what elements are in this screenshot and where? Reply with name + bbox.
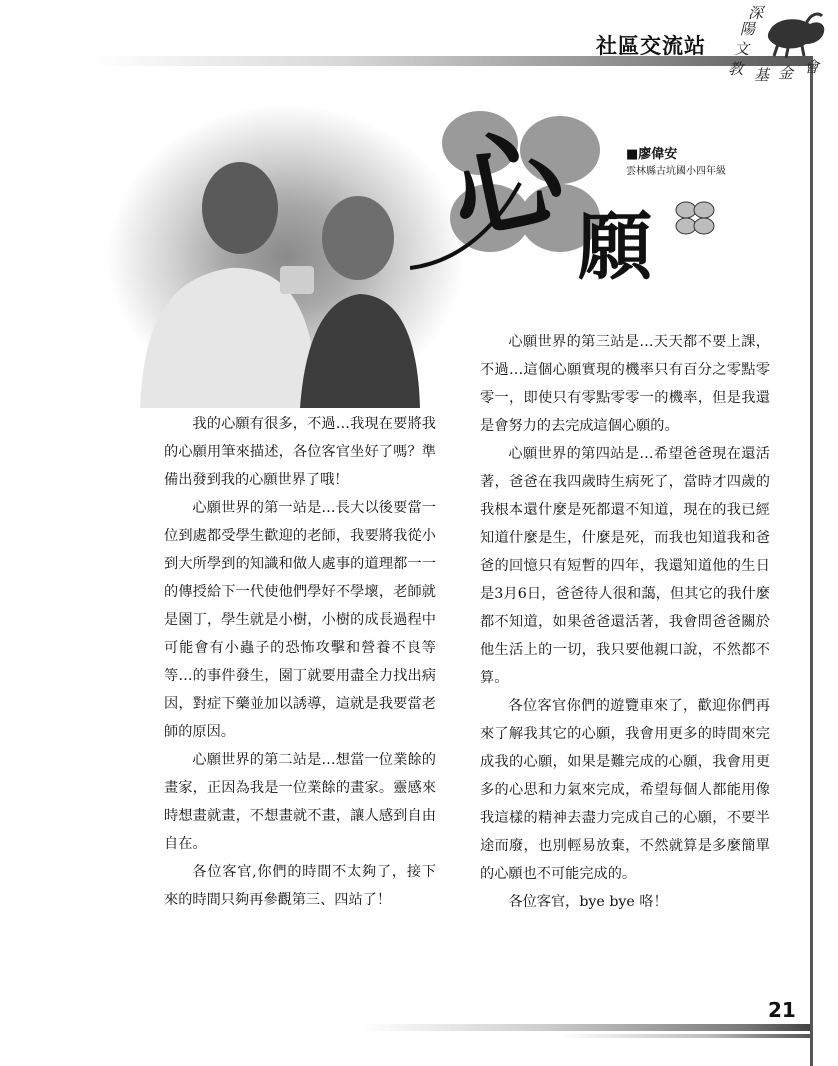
paragraph: 各位客官,你們的時間不太夠了，接下來的時間只夠再參觀第三、四站了！ <box>164 864 436 908</box>
logo-char: 陽 <box>740 20 756 38</box>
paragraph: 各位客官你們的遊覽車來了，歡迎你們再來了解我其它的心願，我會用更多的時間來完成我的心願，如果是難完成的心願，我會用更多的心思和力氣來完成，希望每個人都能用像我這樣的精神去盡力完成自己的心願，不要半途而廢，也別輕易放棄，不然就算是多麼簡單的心願也不可能完成的。 <box>480 698 770 882</box>
logo-char: 教 <box>728 60 744 78</box>
vertical-rule <box>810 56 813 1066</box>
logo-char: 基 <box>754 66 770 84</box>
logo-char: 金 <box>778 64 794 82</box>
foundation-logo <box>718 0 830 84</box>
footer-gradient-bar-secondary <box>560 1034 810 1038</box>
left-column <box>164 410 436 914</box>
footer-gradient-bar <box>360 1024 810 1031</box>
small-flower-icon <box>672 198 718 238</box>
paragraph: 心願世界的第二站是…想當一位業餘的畫家，正因為我是一位業餘的畫家。靈感來時想畫就畫，不想畫就不畫，讓人感到自由自在。 <box>164 752 436 852</box>
author-name: ■廖偉安 <box>626 147 678 162</box>
title-char-heart: 心 <box>439 109 575 260</box>
paragraph: 心願世界的第三站是…天天都不要上課，不過…這個心願實現的機率只有百分之零點零零一，即使只有零點零零一的機率，但是我還是會努力的去完成這個心願的。 <box>480 334 770 434</box>
section-title: 社區交流站 <box>596 34 706 58</box>
logo-char: 會 <box>804 58 820 76</box>
paragraph: 我的心願有很多，不過…我現在要將我的心願用筆來描述，各位客官坐好了嗎？準備出發到我的心願世界了哦！ <box>164 416 436 488</box>
paragraph: 心願世界的第一站是…長大以後要當一位到處都受學生歡迎的老師，我要將我從小到大所學到的知識和做人處事的道理都一一的傳授給下一代使他們學好不學壞，老師就是園丁，學生就是小樹，小樹的成長過程中可能會有小蟲子的恐怖攻擊和營養不良等等…的事件發生，園丁就要用盡全力找出病因，對症下藥並加以誘導，這就是我要當老師的原因。 <box>164 500 436 740</box>
author-school: 雲林縣古坑國小四年級 <box>626 166 726 177</box>
title-char-wish: 願 <box>578 204 652 290</box>
page-number: 21 <box>768 998 796 1022</box>
logo-char: 文 <box>734 40 750 58</box>
logo-char: 深 <box>748 4 764 22</box>
right-column <box>480 328 770 916</box>
paragraph: 各位客官，bye bye 咯！ <box>508 894 668 910</box>
paragraph: 心願世界的第四站是…希望爸爸現在還活著，爸爸在我四歲時生病死了，當時才四歲的我根本還什麼是死都還不知道，現在的我已經知道什麼是生，什麼是死，而我也知道我和爸爸的回憶只有短暫的四年，我還知道他的生日是3月6日，爸爸待人很和藹，但其它的我什麼都不知道，如果爸爸還活著，我會問爸爸關於他生活上的一切，我只要他親口說，不然都不算。 <box>480 446 770 686</box>
